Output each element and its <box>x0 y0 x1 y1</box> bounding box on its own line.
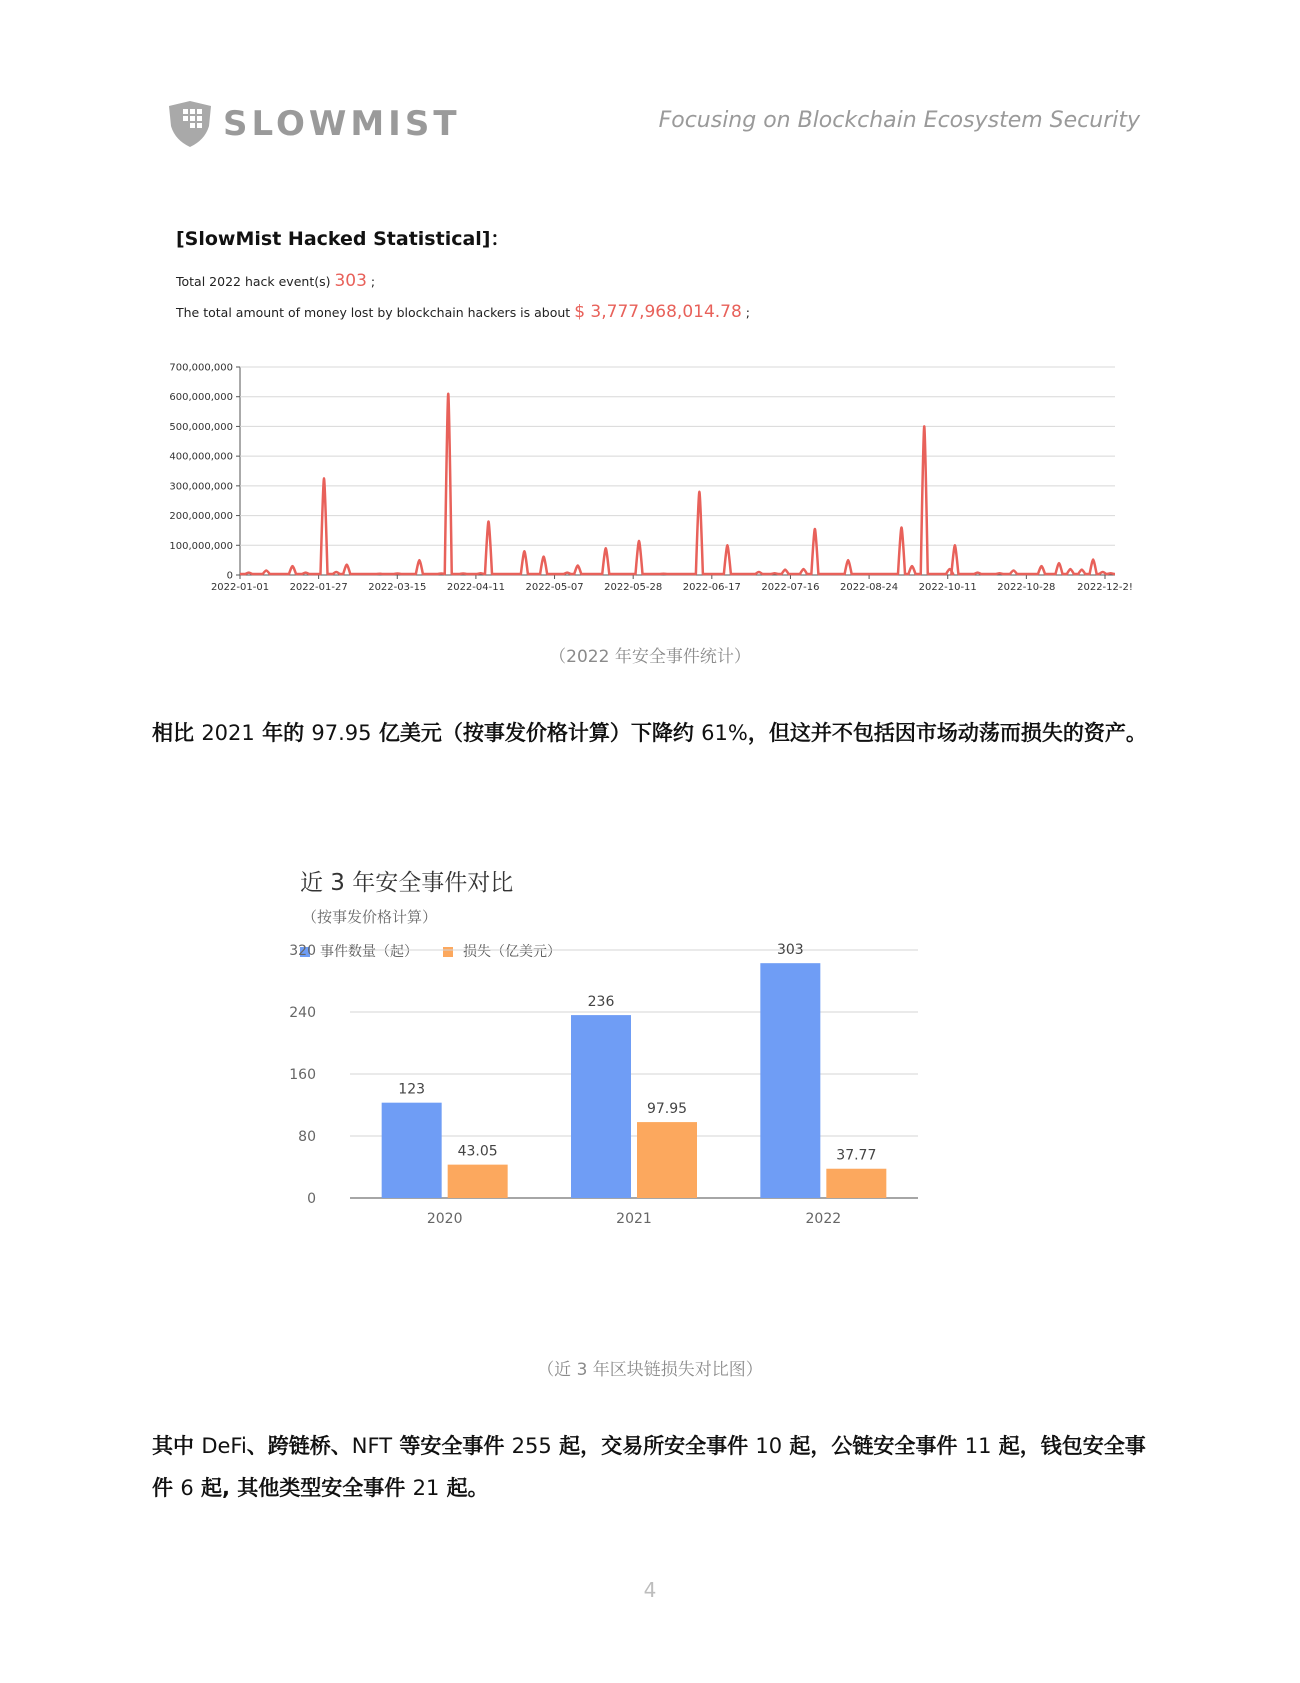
y-tick-label: 500,000,000 <box>169 421 233 433</box>
loss-suffix: ; <box>741 305 751 320</box>
loss-data-point <box>1102 571 1104 573</box>
loss-data-point <box>727 544 729 546</box>
loss-data-point <box>784 569 786 571</box>
y-tick-label: 600,000,000 <box>169 392 233 404</box>
loss-data-point <box>292 565 294 567</box>
y-tick-label: 320 <box>289 943 316 959</box>
x-tick-label: 2022-03-15 <box>368 582 427 593</box>
caption-three-year: （近 3 年区块链损失对比图） <box>537 1360 763 1380</box>
loss-data-point <box>397 573 399 575</box>
bar-data-label: 303 <box>776 942 804 959</box>
header-tagline: Focusing on Blockchain Ecosystem Security <box>658 108 1140 133</box>
loss-data-point <box>524 550 526 552</box>
y-tick-label: 400,000,000 <box>169 451 233 463</box>
x-tick-label: 2022-08-24 <box>840 582 899 593</box>
slowmist-logo <box>165 100 461 148</box>
loss-data-point <box>1058 562 1060 564</box>
stats-title: [SlowMist Hacked Statistical]： <box>176 228 510 250</box>
x-tick-label: 2022-10-28 <box>997 582 1056 593</box>
bar-data-label: 43.05 <box>457 1143 498 1160</box>
paragraph-comparison: 相比 2021 年的 97.95 亿美元（按事发价格计算）下降约 61%，但这并不包括因市场动荡而损失的资产。 <box>152 721 1147 745</box>
y-tick-label: 240 <box>289 1005 316 1021</box>
loss-data-point <box>803 568 805 570</box>
bar-data-label: 97.95 <box>646 1101 688 1118</box>
stats-loss-line <box>176 300 1126 325</box>
y-tick-label: 0 <box>307 1191 316 1207</box>
x-tick-label: 2022-04-11 <box>446 582 505 593</box>
loss-data-point <box>543 556 545 558</box>
loss-data-point <box>923 426 925 428</box>
legend-label: 损失（亿美元） <box>463 944 561 960</box>
bar-2022-events <box>760 963 820 1198</box>
x-tick-label: 2021 <box>616 1211 652 1227</box>
bar-chart-subtitle: （按事发价格计算） <box>302 908 438 926</box>
page-number: 4 <box>643 1578 657 1602</box>
loss-data-point <box>1013 570 1015 572</box>
y-tick-label: 700,000,000 <box>169 362 233 374</box>
loss-data-point <box>419 559 421 561</box>
loss-data-point <box>901 527 903 529</box>
bar-data-label: 37.77 <box>836 1147 877 1164</box>
hacked-statistics <box>176 224 1126 331</box>
caption-2022-stats: （2022 年安全事件统计） <box>549 647 751 667</box>
loss-data-point <box>847 559 849 561</box>
x-tick-label: 2020 <box>426 1211 463 1227</box>
loss-data-point <box>346 564 348 566</box>
paragraph-breakdown: 其中 DeFi、跨链桥、NFT 等安全事件 255 起，交易所安全事件 10 起，公链安全事件 11 起，钱包安全事件 6 起, 其他类型安全事件 21 起。 <box>152 1434 1146 1500</box>
loss-prefix: The total amount of money lost by blockchain hackers is about <box>176 305 575 320</box>
loss-data-point <box>440 573 442 575</box>
bar-2021-events <box>571 1015 631 1198</box>
loss-data-point <box>248 572 250 574</box>
bar-data-label: 236 <box>587 994 615 1011</box>
logo-wordmark: SLOWMIST <box>223 104 461 144</box>
y-tick-label: 0 <box>226 570 233 582</box>
stats-events-line <box>176 269 1126 294</box>
x-tick-label: 2022-07-16 <box>761 582 820 593</box>
loss-data-point <box>758 571 760 573</box>
loss-data-point <box>911 565 913 567</box>
loss-data-point <box>577 565 579 567</box>
loss-data-point <box>1070 568 1072 570</box>
x-tick-label: 2022-05-07 <box>525 582 584 593</box>
three-year-bar-chart <box>289 870 980 1300</box>
loss-data-point <box>1041 565 1043 567</box>
bar-2022-loss <box>826 1169 886 1198</box>
loss-data-point <box>814 528 816 530</box>
y-tick-label: 200,000,000 <box>169 511 233 523</box>
events-prefix: Total 2022 hack event(s) <box>176 274 335 289</box>
loss-data-point <box>774 572 776 574</box>
loss-data-point <box>480 572 482 574</box>
loss-data-point <box>954 544 956 546</box>
loss-data-point <box>379 573 381 575</box>
loss-data-point <box>265 570 267 572</box>
x-tick-label: 2022-12-2! <box>1077 582 1133 593</box>
y-tick-label: 160 <box>289 1067 316 1083</box>
bar-2021-loss <box>637 1122 697 1198</box>
loss-data-point <box>488 521 490 523</box>
loss-data-point <box>1110 572 1112 574</box>
loss-data-point <box>699 491 701 493</box>
x-tick-label: 2022-01-01 <box>210 582 270 593</box>
x-tick-label: 2022-05-28 <box>604 582 663 593</box>
loss-data-point <box>999 572 1001 574</box>
loss-data-point <box>605 547 607 549</box>
loss-data-point <box>977 572 979 574</box>
loss-data-point <box>462 573 464 575</box>
loss-data-point <box>1081 569 1083 571</box>
bar-2020-events <box>382 1103 442 1198</box>
y-tick-label: 80 <box>298 1129 316 1145</box>
loss-data-point <box>1092 559 1094 561</box>
loss-value: $ 3,777,968,014.78 <box>574 302 742 322</box>
loss-data-point <box>323 478 325 480</box>
y-tick-label: 100,000,000 <box>169 540 233 552</box>
legend-swatch <box>443 947 453 957</box>
loss-data-point <box>949 568 951 570</box>
bar-2020-loss <box>448 1165 508 1198</box>
loss-series-line <box>240 394 1115 574</box>
loss-data-point <box>335 571 337 573</box>
x-tick-label: 2022 <box>805 1211 842 1227</box>
bar-chart-title: 近 3 年安全事件对比 <box>300 870 514 896</box>
loss-data-point <box>305 572 307 574</box>
events-value: 303 <box>334 271 367 291</box>
y-tick-label: 300,000,000 <box>169 481 233 493</box>
loss-data-point <box>447 393 449 395</box>
bar-data-label: 123 <box>398 1081 426 1098</box>
events-suffix: ; <box>366 274 376 289</box>
loss-data-point <box>638 540 640 542</box>
loss-data-point <box>566 572 568 574</box>
legend-label: 事件数量（起） <box>320 944 418 960</box>
x-tick-label: 2022-01-27 <box>289 582 348 593</box>
x-tick-label: 2022-10-11 <box>918 582 977 593</box>
hack-loss-line-chart <box>169 355 1133 595</box>
x-tick-label: 2022-06-17 <box>682 582 741 593</box>
shield-icon <box>165 100 215 148</box>
loss-data-point <box>663 573 665 575</box>
